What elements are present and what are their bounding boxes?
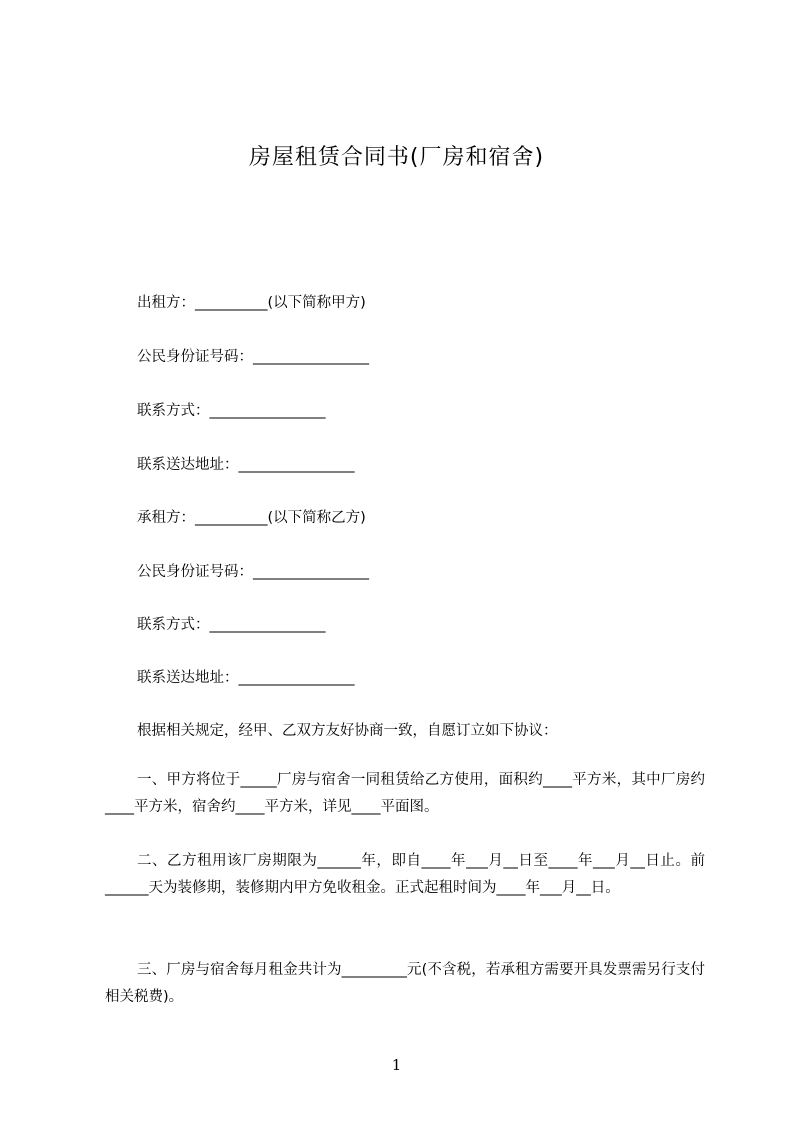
lessor-contact-line: 联系方式：________________ [137, 403, 326, 419]
clause-1: 一、甲方将位于_____厂房与宿舍一同租赁给乙方使用，面积约____平方米，其中厂房约____平方米，宿舍约____平方米，详见____平面图。 [105, 772, 705, 815]
lessee-address-line: 联系送达地址：________________ [137, 670, 355, 686]
page-number: 1 [391, 1056, 402, 1074]
lessor-name-line: 出租方：__________(以下简称甲方) [137, 295, 366, 311]
lessee-name-line: 承租方：__________(以下简称乙方) [137, 510, 366, 526]
clause-3: 三、厂房与宿舍每月租金共计为_________元(不含税，若承租方需要开具发票需另行支付相关税费)。 [105, 962, 705, 1005]
lessee-id-line: 公民身份证号码：________________ [137, 564, 369, 580]
lessee-contact-line: 联系方式：________________ [137, 617, 326, 633]
preamble: 根据相关规定，经甲、乙双方友好协商一致，自愿订立如下协议： [137, 723, 558, 739]
document-title: 房屋租赁合同书(厂房和宿舍) [248, 145, 545, 170]
lessor-address-line: 联系送达地址：________________ [137, 457, 355, 473]
lessor-id-line: 公民身份证号码：________________ [137, 349, 369, 365]
clause-2: 二、乙方租用该厂房期限为______年，即自____年___月__日至____年___月__日止。前______天为装修期，装修期内甲方免收租金。正式起租时间为____年___月__日。 [105, 853, 705, 896]
